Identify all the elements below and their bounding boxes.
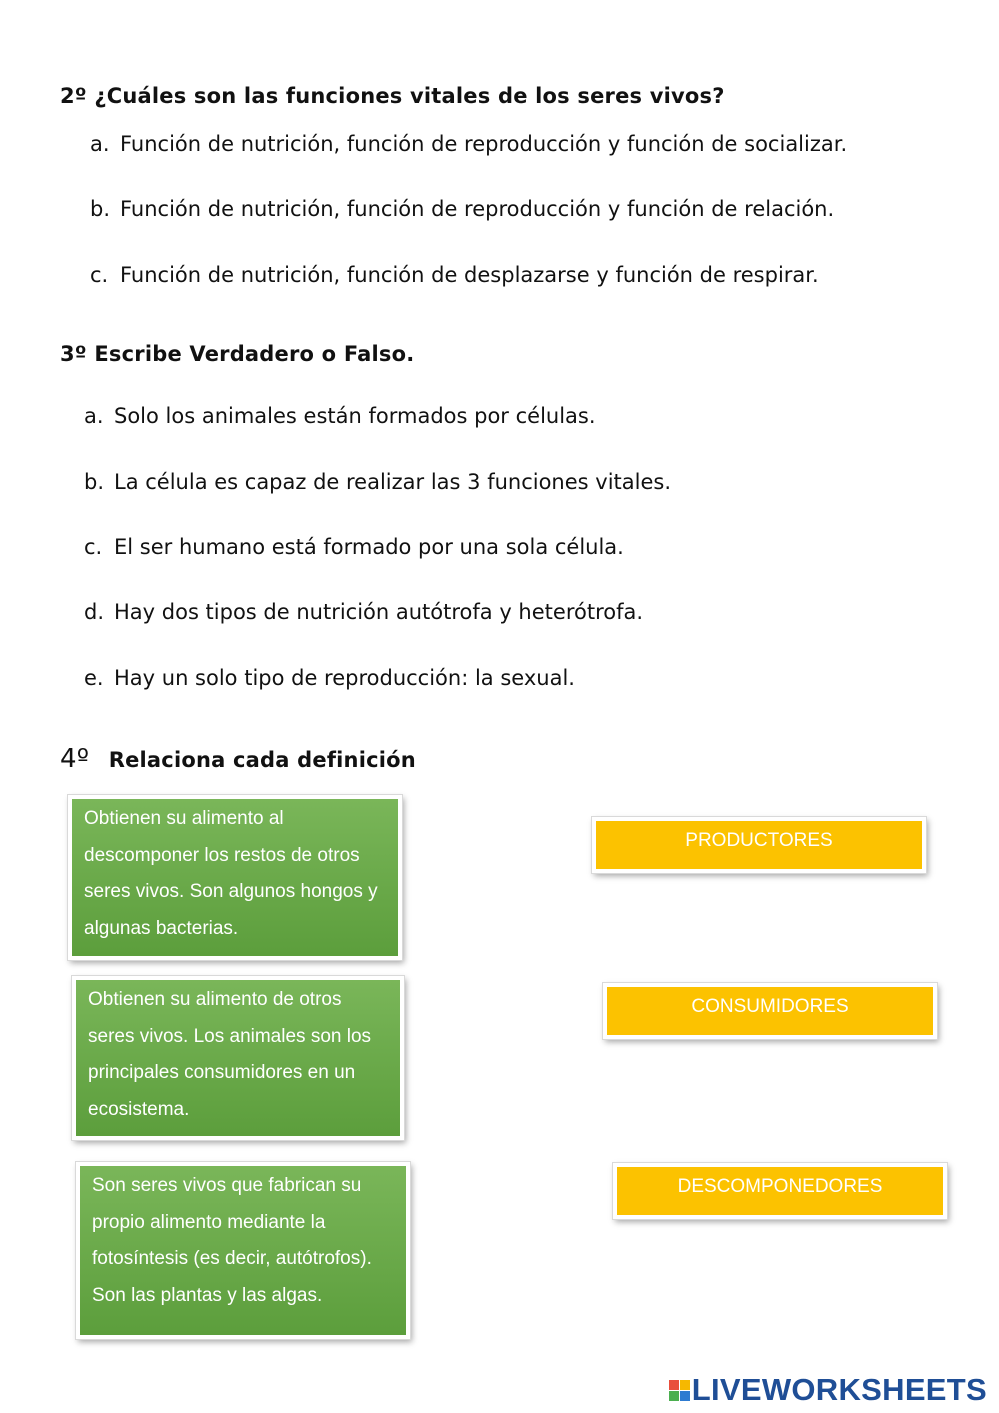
q3-option-c — [84, 535, 624, 559]
option-text: Hay dos tipos de nutrición autótrofa y heterótrofa. — [114, 600, 644, 624]
q2-option-b — [90, 197, 834, 221]
liveworksheets-logo-icon — [669, 1380, 690, 1401]
question-2-title: 2º ¿Cuáles son las funciones vitales de los seres vivos? — [60, 84, 725, 108]
logo-square-red — [669, 1380, 679, 1390]
option-text: Función de nutrición, función de desplazarse y función de respirar. — [120, 263, 819, 287]
q3-option-e — [84, 666, 575, 690]
option-letter: a. — [84, 404, 104, 428]
option-text: Función de nutrición, función de reproducción y función de relación. — [120, 197, 835, 221]
definition-card-productores[interactable]: Son seres vivos que fabrican su propio alimento mediante la fotosíntesis (es decir, autótrofos). Son las plantas y las algas. — [76, 1162, 410, 1339]
question-3-title: 3º Escribe Verdadero o Falso. — [60, 342, 415, 366]
term-productores[interactable]: PRODUCTORES — [592, 817, 926, 873]
liveworksheets-logo — [669, 1372, 987, 1408]
option-text: Solo los animales están formados por células. — [114, 404, 596, 428]
definition-card-consumidores[interactable]: Obtienen su alimento de otros seres vivos. Los animales son los principales consumidores en un ecosistema. — [72, 976, 404, 1140]
option-text: El ser humano está formado por una sola célula. — [114, 535, 624, 559]
option-letter: a. — [90, 132, 110, 156]
option-text: Hay un solo tipo de reproducción: la sexual. — [114, 666, 575, 690]
option-letter: b. — [84, 470, 105, 494]
q2-option-a — [90, 132, 847, 156]
term-consumidores[interactable]: CONSUMIDORES — [603, 983, 937, 1039]
question-4-text: Relaciona cada definición — [108, 748, 416, 772]
option-text: La célula es capaz de realizar las 3 funciones vitales. — [114, 470, 672, 494]
definition-card-descomponedores[interactable]: Obtienen su alimento al descomponer los restos de otros seres vivos. Son algunos hongos y algunas bacterias. — [68, 795, 402, 960]
question-4-title — [60, 744, 416, 774]
logo-square-green — [669, 1391, 679, 1401]
q2-option-c — [90, 263, 819, 287]
q3-option-a — [84, 404, 596, 428]
term-descomponedores[interactable]: DESCOMPONEDORES — [613, 1163, 947, 1219]
q3-option-b — [84, 470, 671, 494]
option-letter: b. — [90, 197, 111, 221]
option-text: Función de nutrición, función de reproducción y función de socializar. — [120, 132, 848, 156]
option-letter: c. — [84, 535, 103, 559]
option-letter: c. — [90, 263, 109, 287]
logo-square-blue — [680, 1391, 690, 1401]
option-letter: e. — [84, 666, 104, 690]
logo-text: LIVEWORKSHEETS — [691, 1372, 987, 1407]
question-4-number: 4º — [60, 744, 90, 774]
q3-option-d — [84, 600, 643, 624]
logo-square-yellow — [680, 1380, 690, 1390]
option-letter: d. — [84, 600, 105, 624]
